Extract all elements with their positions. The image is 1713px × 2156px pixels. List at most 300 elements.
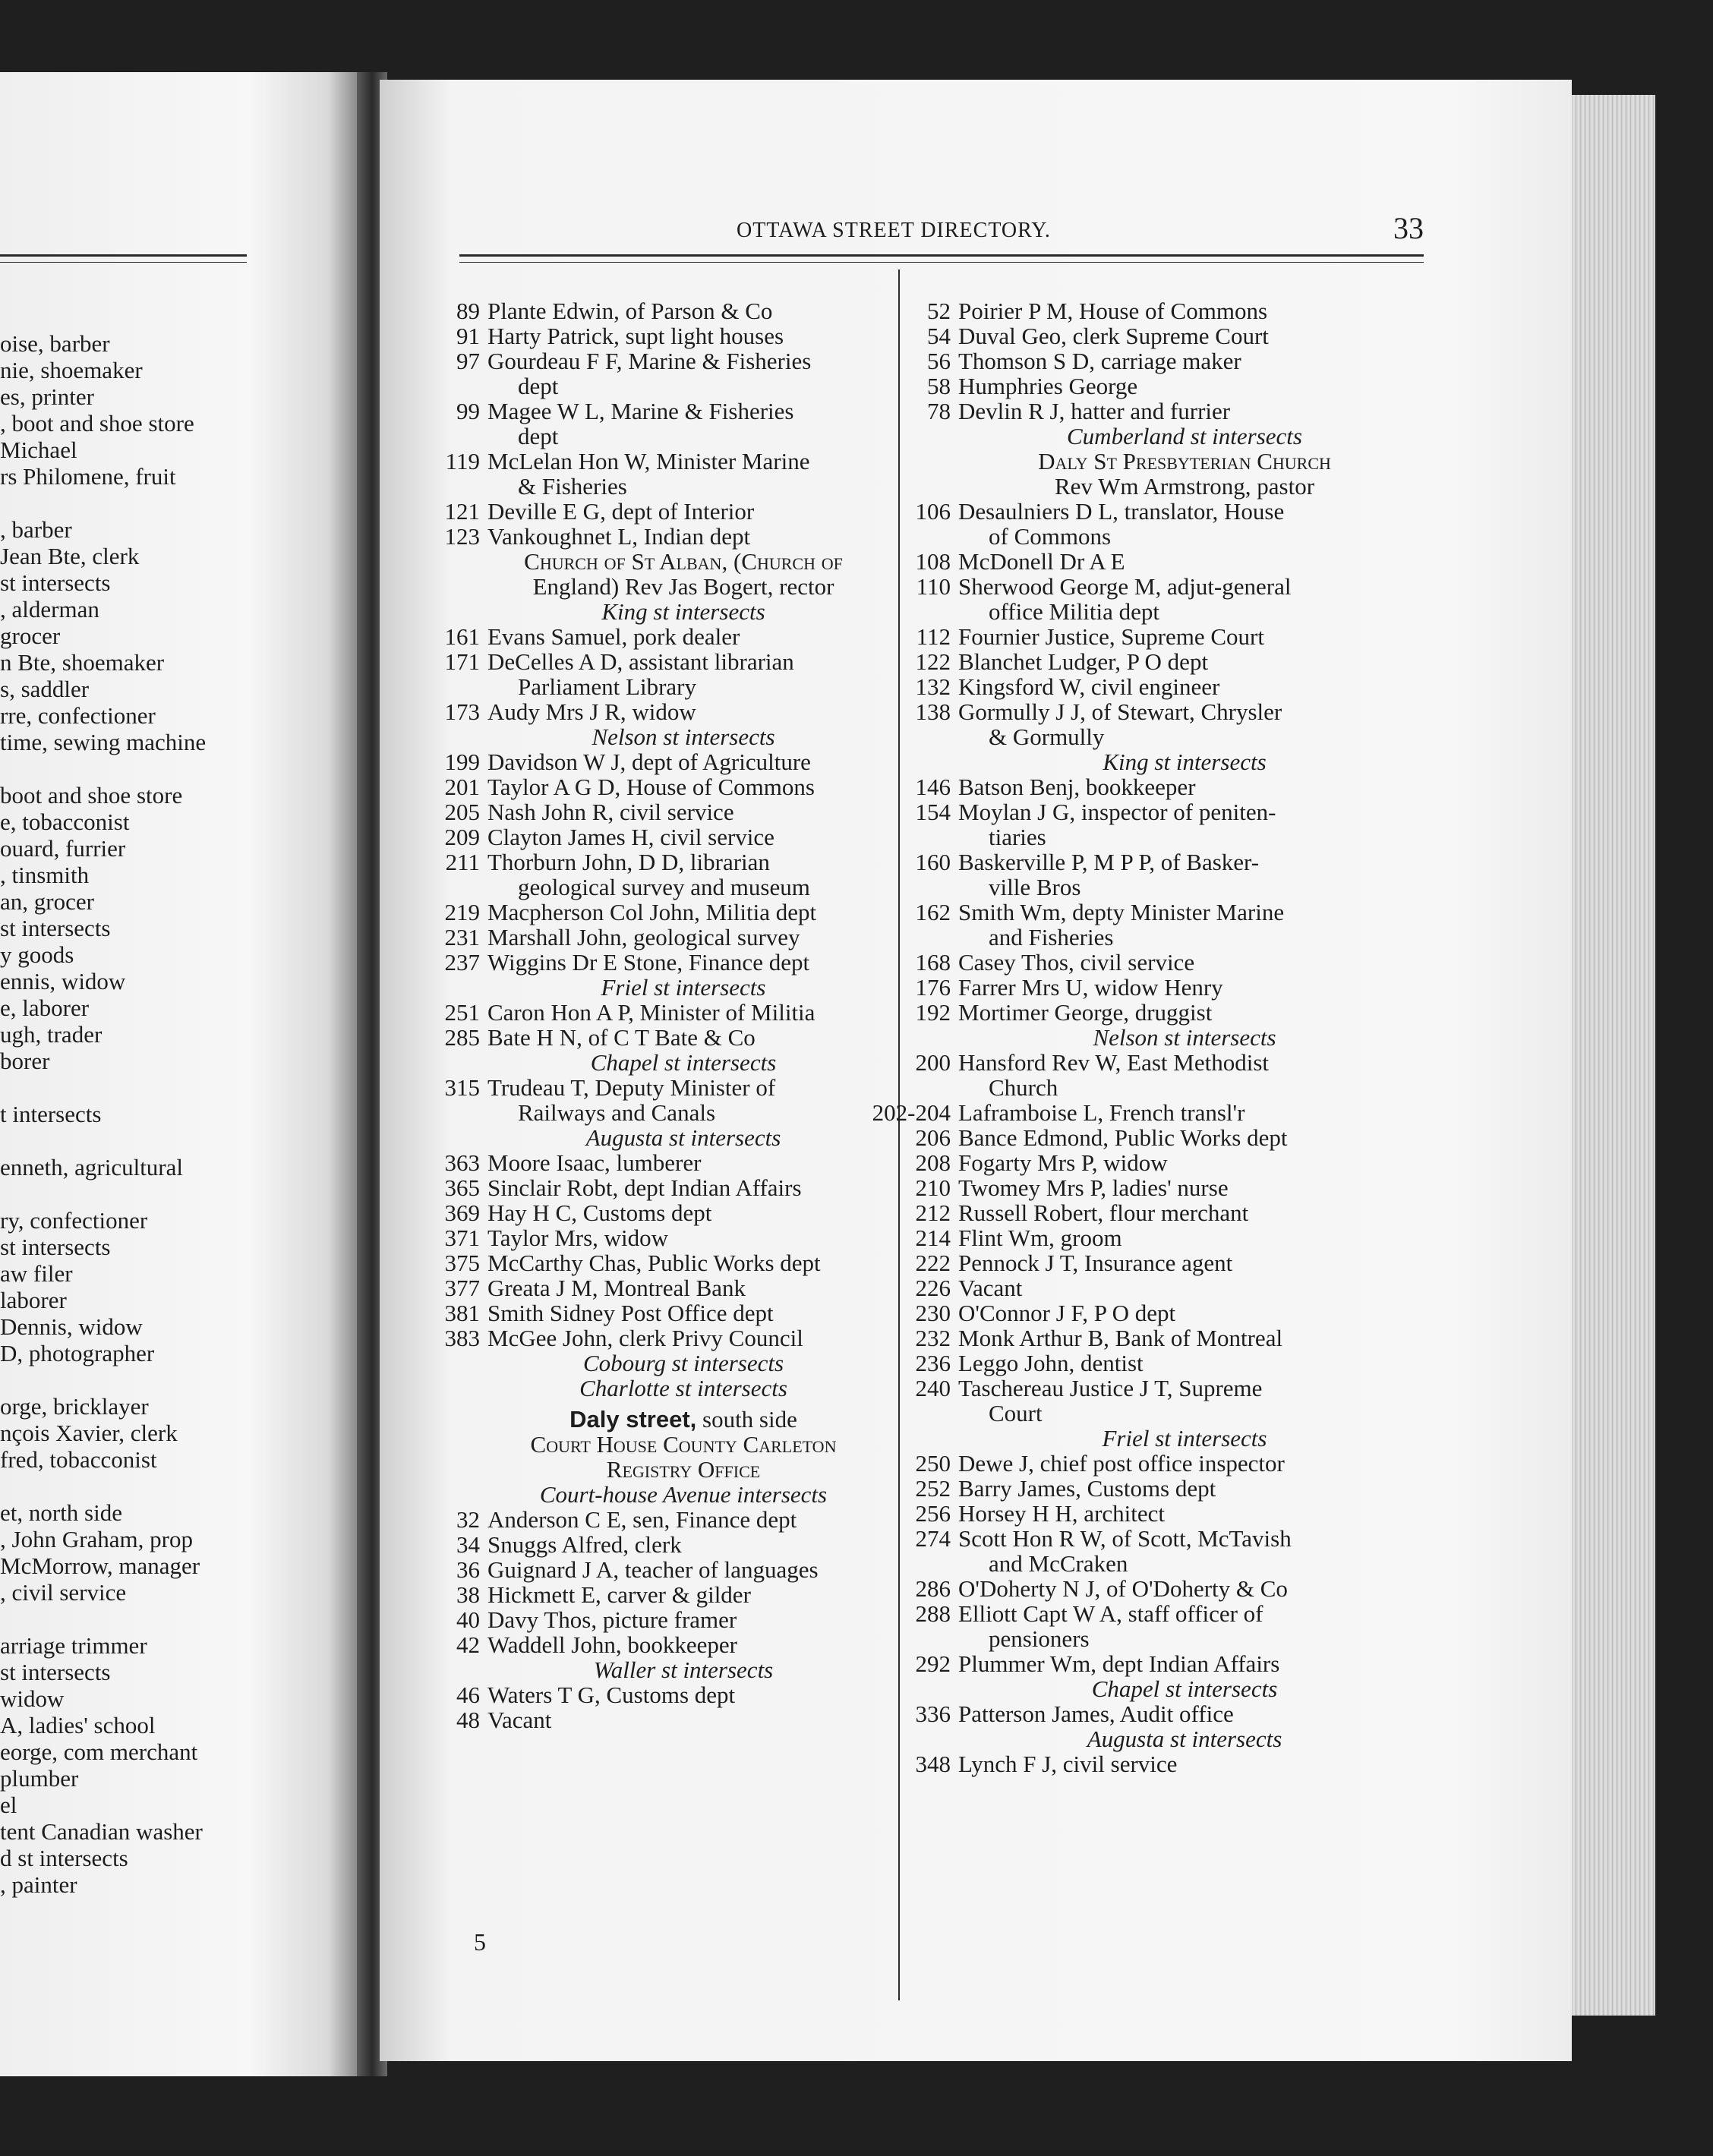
directory-entry (911, 1376, 1428, 1426)
resident-name: Sinclair Robt, dept Indian Affairs (487, 1174, 802, 1201)
entry-continuation: Court (989, 1400, 1043, 1426)
right-page (380, 80, 1572, 2061)
column-divider (898, 270, 900, 2000)
resident-name: Harty Patrick, supt light houses (487, 323, 784, 349)
entry-continuation: dept (518, 373, 559, 399)
directory-entry (440, 925, 896, 950)
house-number: 250 (915, 1450, 951, 1477)
house-number: 285 (444, 1024, 480, 1051)
house-number: 274 (915, 1525, 951, 1552)
resident-name: Elliott Capt W A, staff officer of (958, 1600, 1263, 1627)
left-page-line: Jean Bte, clerk (0, 543, 140, 569)
directory-entry (911, 348, 1428, 374)
building-entry (440, 549, 896, 599)
resident-name: Patterson James, Audit office (958, 1701, 1234, 1727)
house-number: 32 (456, 1506, 480, 1533)
resident-name: Russell Robert, flour merchant (958, 1199, 1249, 1226)
directory-entry (440, 1200, 896, 1225)
directory-entry (440, 749, 896, 774)
left-page-line: es, printer (0, 383, 94, 410)
left-page-line: rre, confectioner (0, 702, 156, 729)
house-number: 200 (915, 1049, 951, 1076)
building-detail: Rev Wm Armstrong, pastor (1054, 473, 1315, 500)
directory-entry (911, 849, 1428, 900)
left-page-line: , civil service (0, 1579, 127, 1606)
building-name: Court House County Carleton (530, 1431, 837, 1458)
resident-name: Plante Edwin, of Parson & Co (487, 298, 773, 324)
entry-continuation: & Fisheries (518, 473, 627, 500)
house-number: 110 (916, 573, 951, 600)
directory-entry (911, 574, 1428, 624)
directory-entry (440, 1225, 896, 1250)
resident-name: McDonell Dr A E (958, 548, 1125, 575)
resident-name: Moylan J G, inspector of peniten- (958, 799, 1276, 825)
directory-entry (911, 399, 1428, 424)
house-number: 252 (915, 1475, 951, 1502)
house-number: 168 (915, 949, 951, 976)
directory-entry (911, 649, 1428, 674)
directory-entry (440, 900, 896, 925)
directory-entry (440, 1682, 896, 1707)
resident-name: Taschereau Justice J T, Supreme (958, 1375, 1263, 1401)
directory-entry (911, 323, 1428, 348)
resident-name: Taylor Mrs, widow (487, 1225, 669, 1251)
entry-continuation: and Fisheries (989, 924, 1114, 950)
house-number: 34 (456, 1531, 480, 1558)
resident-name: Audy Mrs J R, widow (487, 698, 696, 725)
house-number: 48 (456, 1707, 480, 1733)
directory-entry (440, 824, 896, 849)
directory-entry (440, 624, 896, 649)
resident-name: Horsey H H, architect (958, 1500, 1166, 1527)
directory-entry (911, 799, 1428, 849)
directory-entry (911, 950, 1428, 975)
resident-name: Leggo John, dentist (958, 1350, 1144, 1376)
directory-entry (911, 1501, 1428, 1526)
left-page (0, 72, 357, 2076)
resident-name: Smith Wm, depty Minister Marine (958, 899, 1285, 925)
house-number: 97 (456, 348, 480, 374)
header-rule (459, 254, 1424, 257)
house-number: 201 (444, 774, 480, 800)
left-page-line: ennis, widow (0, 968, 126, 994)
entry-continuation: pensioners (989, 1625, 1090, 1652)
resident-name: Taylor A G D, House of Commons (487, 774, 815, 800)
house-number: 112 (916, 623, 951, 650)
left-page-line: s, saddler (0, 676, 90, 702)
left-page-line: D, photographer (0, 1340, 155, 1366)
left-page-line: ugh, trader (0, 1021, 103, 1048)
entry-continuation: of Commons (989, 523, 1112, 550)
resident-name: Trudeau T, Deputy Minister of (487, 1074, 776, 1101)
resident-name: Hansford Rev W, East Methodist (958, 1049, 1269, 1076)
resident-name: Flint Wm, groom (958, 1225, 1122, 1251)
resident-name: Sherwood George M, adjut-general (958, 573, 1292, 600)
directory-entry (911, 1250, 1428, 1275)
house-number: 214 (915, 1225, 951, 1251)
house-number: 58 (927, 373, 951, 399)
building-name: Daly St Presbyterian Church (1038, 448, 1331, 474)
left-page-line: , tinsmith (0, 862, 90, 888)
house-number: 375 (444, 1250, 480, 1276)
section-intersects: King st intersects (601, 598, 765, 625)
house-number: 132 (915, 673, 951, 700)
house-number: 202-204 (872, 1099, 951, 1126)
resident-name: Twomey Mrs P, ladies' nurse (958, 1174, 1229, 1201)
left-page-line: st intersects (0, 569, 111, 596)
resident-name: Waddell John, bookkeeper (487, 1631, 737, 1658)
directory-entry (440, 1175, 896, 1200)
house-number: 209 (444, 824, 480, 850)
left-page-line: an, grocer (0, 888, 94, 915)
house-number: 123 (444, 523, 480, 550)
house-number: 208 (915, 1149, 951, 1176)
resident-name: Fournier Justice, Supreme Court (958, 623, 1264, 650)
resident-name: Macpherson Col John, Militia dept (487, 899, 817, 925)
street-heading (440, 1407, 896, 1432)
house-number: 348 (915, 1751, 951, 1777)
left-page-line: e, tobacconist (0, 808, 130, 835)
section-intersects: Cumberland st intersects (1067, 423, 1302, 449)
left-page-line: el (0, 1792, 17, 1818)
directory-entry (440, 1075, 896, 1125)
resident-name: Dewe J, chief post office inspector (958, 1450, 1285, 1477)
left-page-line: eorge, com merchant (0, 1738, 198, 1765)
resident-name: Blanchet Ludger, P O dept (958, 648, 1209, 675)
house-number: 46 (456, 1682, 480, 1708)
resident-name: Caron Hon A P, Minister of Militia (487, 999, 815, 1026)
page-title: OTTAWA STREET DIRECTORY. (737, 219, 1051, 242)
left-page-line: fred, tobacconist (0, 1446, 157, 1473)
resident-name: Batson Benj, bookkeeper (958, 774, 1196, 800)
resident-name: Poirier P M, House of Commons (958, 298, 1268, 324)
directory-entry (440, 1632, 896, 1657)
house-number: 192 (915, 999, 951, 1026)
house-number: 121 (444, 498, 480, 525)
resident-name: Greata J M, Montreal Bank (487, 1275, 746, 1301)
directory-entry (911, 1125, 1428, 1150)
left-page-line: oise, barber (0, 330, 110, 357)
house-number: 38 (456, 1581, 480, 1608)
directory-entry (911, 1325, 1428, 1351)
resident-name: Magee W L, Marine & Fisheries (487, 398, 794, 424)
resident-name: Gormully J J, of Stewart, Chrysler (958, 698, 1282, 725)
left-header-rule (0, 254, 247, 257)
directory-entry (911, 1175, 1428, 1200)
building-entry (911, 449, 1428, 499)
resident-name: Smith Sidney Post Office dept (487, 1300, 774, 1326)
resident-name: Guignard J A, teacher of languages (487, 1556, 819, 1583)
left-page-line: , alderman (0, 596, 99, 623)
left-page-line: Michael (0, 437, 77, 463)
left-page-line: nçois Xavier, clerk (0, 1420, 178, 1446)
resident-name: Laframboise L, French transl'r (958, 1099, 1245, 1126)
directory-entry (911, 1701, 1428, 1726)
left-page-line: , painter (0, 1871, 77, 1898)
directory-entry (911, 1576, 1428, 1601)
left-page-line: grocer (0, 623, 61, 649)
left-page-line: tent Canadian washer (0, 1818, 203, 1845)
directory-entry (440, 1250, 896, 1275)
directory-entry (440, 1325, 896, 1351)
street-name: Daly street, (569, 1406, 697, 1433)
resident-name: Moore Isaac, lumberer (487, 1149, 702, 1176)
left-page-line: d st intersects (0, 1845, 128, 1871)
left-page-line: , John Graham, prop (0, 1526, 193, 1552)
directory-entry (911, 1050, 1428, 1100)
left-page-line: rs Philomene, fruit (0, 463, 176, 490)
house-number: 106 (915, 498, 951, 525)
directory-entry (440, 499, 896, 524)
house-number: 42 (456, 1631, 480, 1658)
section-intersects: Chapel st intersects (590, 1049, 777, 1076)
left-page-line: enneth, agricultural (0, 1154, 184, 1180)
directory-entry (440, 649, 896, 699)
left-page-line (0, 1180, 206, 1207)
house-number: 52 (927, 298, 951, 324)
building-entry (440, 1432, 896, 1482)
directory-entry (440, 449, 896, 499)
directory-entry (440, 1025, 896, 1050)
directory-entry (440, 1275, 896, 1300)
directory-entry (440, 1582, 896, 1607)
directory-entry (911, 499, 1428, 549)
left-page-line: st intersects (0, 915, 111, 941)
left-page-line: st intersects (0, 1659, 111, 1685)
resident-name: Baskerville P, M P P, of Basker- (958, 849, 1260, 875)
left-page-line (0, 1127, 206, 1154)
left-page-line: borer (0, 1048, 50, 1074)
left-page-line (0, 1074, 206, 1101)
house-number: 232 (915, 1325, 951, 1351)
resident-name: Bance Edmond, Public Works dept (958, 1124, 1288, 1151)
left-page-line: Dennis, widow (0, 1313, 143, 1340)
house-number: 211 (445, 849, 480, 875)
house-number: 371 (444, 1225, 480, 1251)
left-page-line: , boot and shoe store (0, 410, 194, 437)
resident-name: Lynch F J, civil service (958, 1751, 1178, 1777)
section-intersects: Augusta st intersects (585, 1124, 781, 1151)
directory-entry (872, 1099, 1428, 1126)
left-page-line: McMorrow, manager (0, 1552, 200, 1579)
resident-name: Duval Geo, clerk Supreme Court (958, 323, 1269, 349)
directory-entry (440, 399, 896, 449)
house-number: 176 (915, 974, 951, 1001)
left-page-line (0, 755, 206, 782)
left-page-line: widow (0, 1685, 65, 1712)
house-number: 171 (444, 648, 480, 675)
directory-entry (911, 1275, 1428, 1300)
house-number: 251 (444, 999, 480, 1026)
resident-name: Plummer Wm, dept Indian Affairs (958, 1650, 1280, 1677)
house-number: 383 (444, 1325, 480, 1351)
house-number: 205 (444, 799, 480, 825)
resident-name: Marshall John, geological survey (487, 924, 800, 950)
directory-entry (911, 1300, 1428, 1325)
left-page-line: laborer (0, 1287, 67, 1313)
directory-entry (440, 1532, 896, 1557)
directory-entry (911, 1526, 1428, 1576)
entry-continuation: Railways and Canals (518, 1099, 716, 1126)
resident-name: Deville E G, dept of Interior (487, 498, 755, 525)
house-number: 369 (444, 1199, 480, 1226)
house-number: 138 (915, 698, 951, 725)
resident-name: Kingsford W, civil engineer (958, 673, 1220, 700)
left-page-text (0, 330, 206, 1898)
house-number: 36 (456, 1556, 480, 1583)
directory-entry (440, 1300, 896, 1325)
left-page-line: t intersects (0, 1101, 102, 1127)
directory-entry (911, 1451, 1428, 1476)
resident-name: Desaulniers D L, translator, House (958, 498, 1285, 525)
resident-name: Vankoughnet L, Indian dept (487, 523, 751, 550)
directory-entry (911, 1200, 1428, 1225)
directory-entry (440, 1707, 896, 1732)
directory-entry (440, 950, 896, 975)
house-number: 363 (444, 1149, 480, 1176)
section-intersects: Nelson st intersects (592, 723, 775, 750)
entry-continuation: and McCraken (989, 1550, 1128, 1577)
resident-name: Mortimer George, druggist (958, 999, 1213, 1026)
house-number: 40 (456, 1606, 480, 1633)
house-number: 219 (444, 899, 480, 925)
resident-name: Davidson W J, dept of Agriculture (487, 749, 811, 775)
left-page-line: A, ladies' school (0, 1712, 156, 1738)
entry-continuation: ville Bros (989, 874, 1081, 900)
section-intersects: King st intersects (1103, 749, 1267, 775)
section-intersects: Court-house Avenue intersects (539, 1481, 828, 1508)
left-header-rule-thin (0, 262, 247, 263)
left-page-line: arriage trimmer (0, 1632, 147, 1659)
section-intersects: Waller st intersects (593, 1656, 774, 1683)
resident-name: Davy Thos, picture framer (487, 1606, 737, 1633)
directory-entry (911, 1000, 1428, 1025)
building-name: Church of St Alban, (Church of (524, 548, 843, 575)
resident-name: Bate H N, of C T Bate & Co (487, 1024, 756, 1051)
resident-name: McCarthy Chas, Public Works dept (487, 1250, 821, 1276)
left-page-line: , barber (0, 516, 72, 543)
section-intersects: Friel st intersects (1102, 1425, 1267, 1452)
resident-name: Clayton James H, civil service (487, 824, 774, 850)
resident-name: DeCelles A D, assistant librarian (487, 648, 794, 675)
section-intersects: Friel st intersects (601, 974, 766, 1001)
left-page-line: st intersects (0, 1234, 111, 1260)
resident-name: Thomson S D, carriage maker (958, 348, 1241, 374)
section-intersects: Chapel st intersects (1091, 1675, 1278, 1702)
building-detail: England) Rev Jas Bogert, rector (532, 573, 834, 600)
resident-name: Fogarty Mrs P, widow (958, 1149, 1168, 1176)
resident-name: Thorburn John, D D, librarian (487, 849, 770, 875)
house-number: 173 (444, 698, 480, 725)
directory-entry (911, 624, 1428, 649)
left-page-line: orge, bricklayer (0, 1393, 149, 1420)
left-page-line: aw filer (0, 1260, 73, 1287)
resident-name: McLelan Hon W, Minister Marine (487, 448, 810, 474)
house-number: 54 (927, 323, 951, 349)
left-page-line (0, 1473, 206, 1499)
directory-entry (911, 1150, 1428, 1175)
house-number: 236 (915, 1350, 951, 1376)
resident-name: Monk Arthur B, Bank of Montreal (958, 1325, 1283, 1351)
left-page-line: nie, shoemaker (0, 357, 143, 383)
left-page-line (0, 1366, 206, 1393)
resident-name: Vacant (487, 1707, 552, 1733)
header-rule-thin (459, 262, 1424, 263)
house-number: 210 (915, 1174, 951, 1201)
resident-name: O'Connor J F, P O dept (958, 1300, 1176, 1326)
page-edges (1572, 95, 1655, 2016)
directory-entry (440, 524, 896, 549)
house-number: 146 (915, 774, 951, 800)
house-number: 56 (927, 348, 951, 374)
resident-name: Evans Samuel, pork dealer (487, 623, 740, 650)
house-number: 212 (915, 1199, 951, 1226)
directory-entry (911, 374, 1428, 399)
directory-entry (911, 1751, 1428, 1776)
house-number: 286 (915, 1575, 951, 1602)
left-page-line: e, laborer (0, 994, 90, 1021)
resident-name: Hay H C, Customs dept (487, 1199, 712, 1226)
resident-name: Gourdeau F F, Marine & Fisheries (487, 348, 812, 374)
resident-name: O'Doherty N J, of O'Doherty & Co (958, 1575, 1288, 1602)
directory-column-left (440, 298, 896, 1732)
house-number: 206 (915, 1124, 951, 1151)
house-number: 381 (444, 1300, 480, 1326)
house-number: 237 (444, 949, 480, 976)
entry-continuation: tiaries (989, 824, 1046, 850)
house-number: 365 (444, 1174, 480, 1201)
directory-entry (440, 1557, 896, 1582)
house-number: 315 (444, 1074, 480, 1101)
house-number: 89 (456, 298, 480, 324)
directory-entry (911, 975, 1428, 1000)
resident-name: McGee John, clerk Privy Council (487, 1325, 803, 1351)
directory-entry (440, 799, 896, 824)
left-page-line: boot and shoe store (0, 782, 183, 808)
resident-name: Farrer Mrs U, widow Henry (958, 974, 1223, 1001)
directory-entry (911, 1351, 1428, 1376)
left-page-line: et, north side (0, 1499, 122, 1526)
house-number: 108 (915, 548, 951, 575)
directory-entry (440, 1507, 896, 1532)
entry-continuation: & Gormully (989, 723, 1105, 750)
house-number: 240 (915, 1375, 951, 1401)
resident-name: Vacant (958, 1275, 1023, 1301)
entry-continuation: Parliament Library (518, 673, 696, 700)
directory-entry (911, 774, 1428, 799)
section-intersects: Cobourg st intersects (582, 1350, 784, 1376)
resident-name: Snuggs Alfred, clerk (487, 1531, 682, 1558)
house-number: 199 (444, 749, 480, 775)
house-number: 231 (444, 924, 480, 950)
resident-name: Scott Hon R W, of Scott, McTavish (958, 1525, 1292, 1552)
street-side: south side (696, 1406, 797, 1433)
left-page-line: y goods (0, 941, 74, 968)
directory-entry (440, 849, 896, 900)
directory-entry (911, 674, 1428, 699)
directory-entry (911, 549, 1428, 574)
directory-entry (440, 1000, 896, 1025)
left-page-line: ouard, furrier (0, 835, 126, 862)
house-number: 292 (915, 1650, 951, 1677)
house-number: 161 (444, 623, 480, 650)
signature-mark: 5 (474, 1928, 486, 1956)
directory-entry (440, 1150, 896, 1175)
house-number: 154 (915, 799, 951, 825)
house-number: 119 (445, 448, 480, 474)
resident-name: Pennock J T, Insurance agent (958, 1250, 1233, 1276)
building-detail: Registry Office (606, 1456, 761, 1483)
